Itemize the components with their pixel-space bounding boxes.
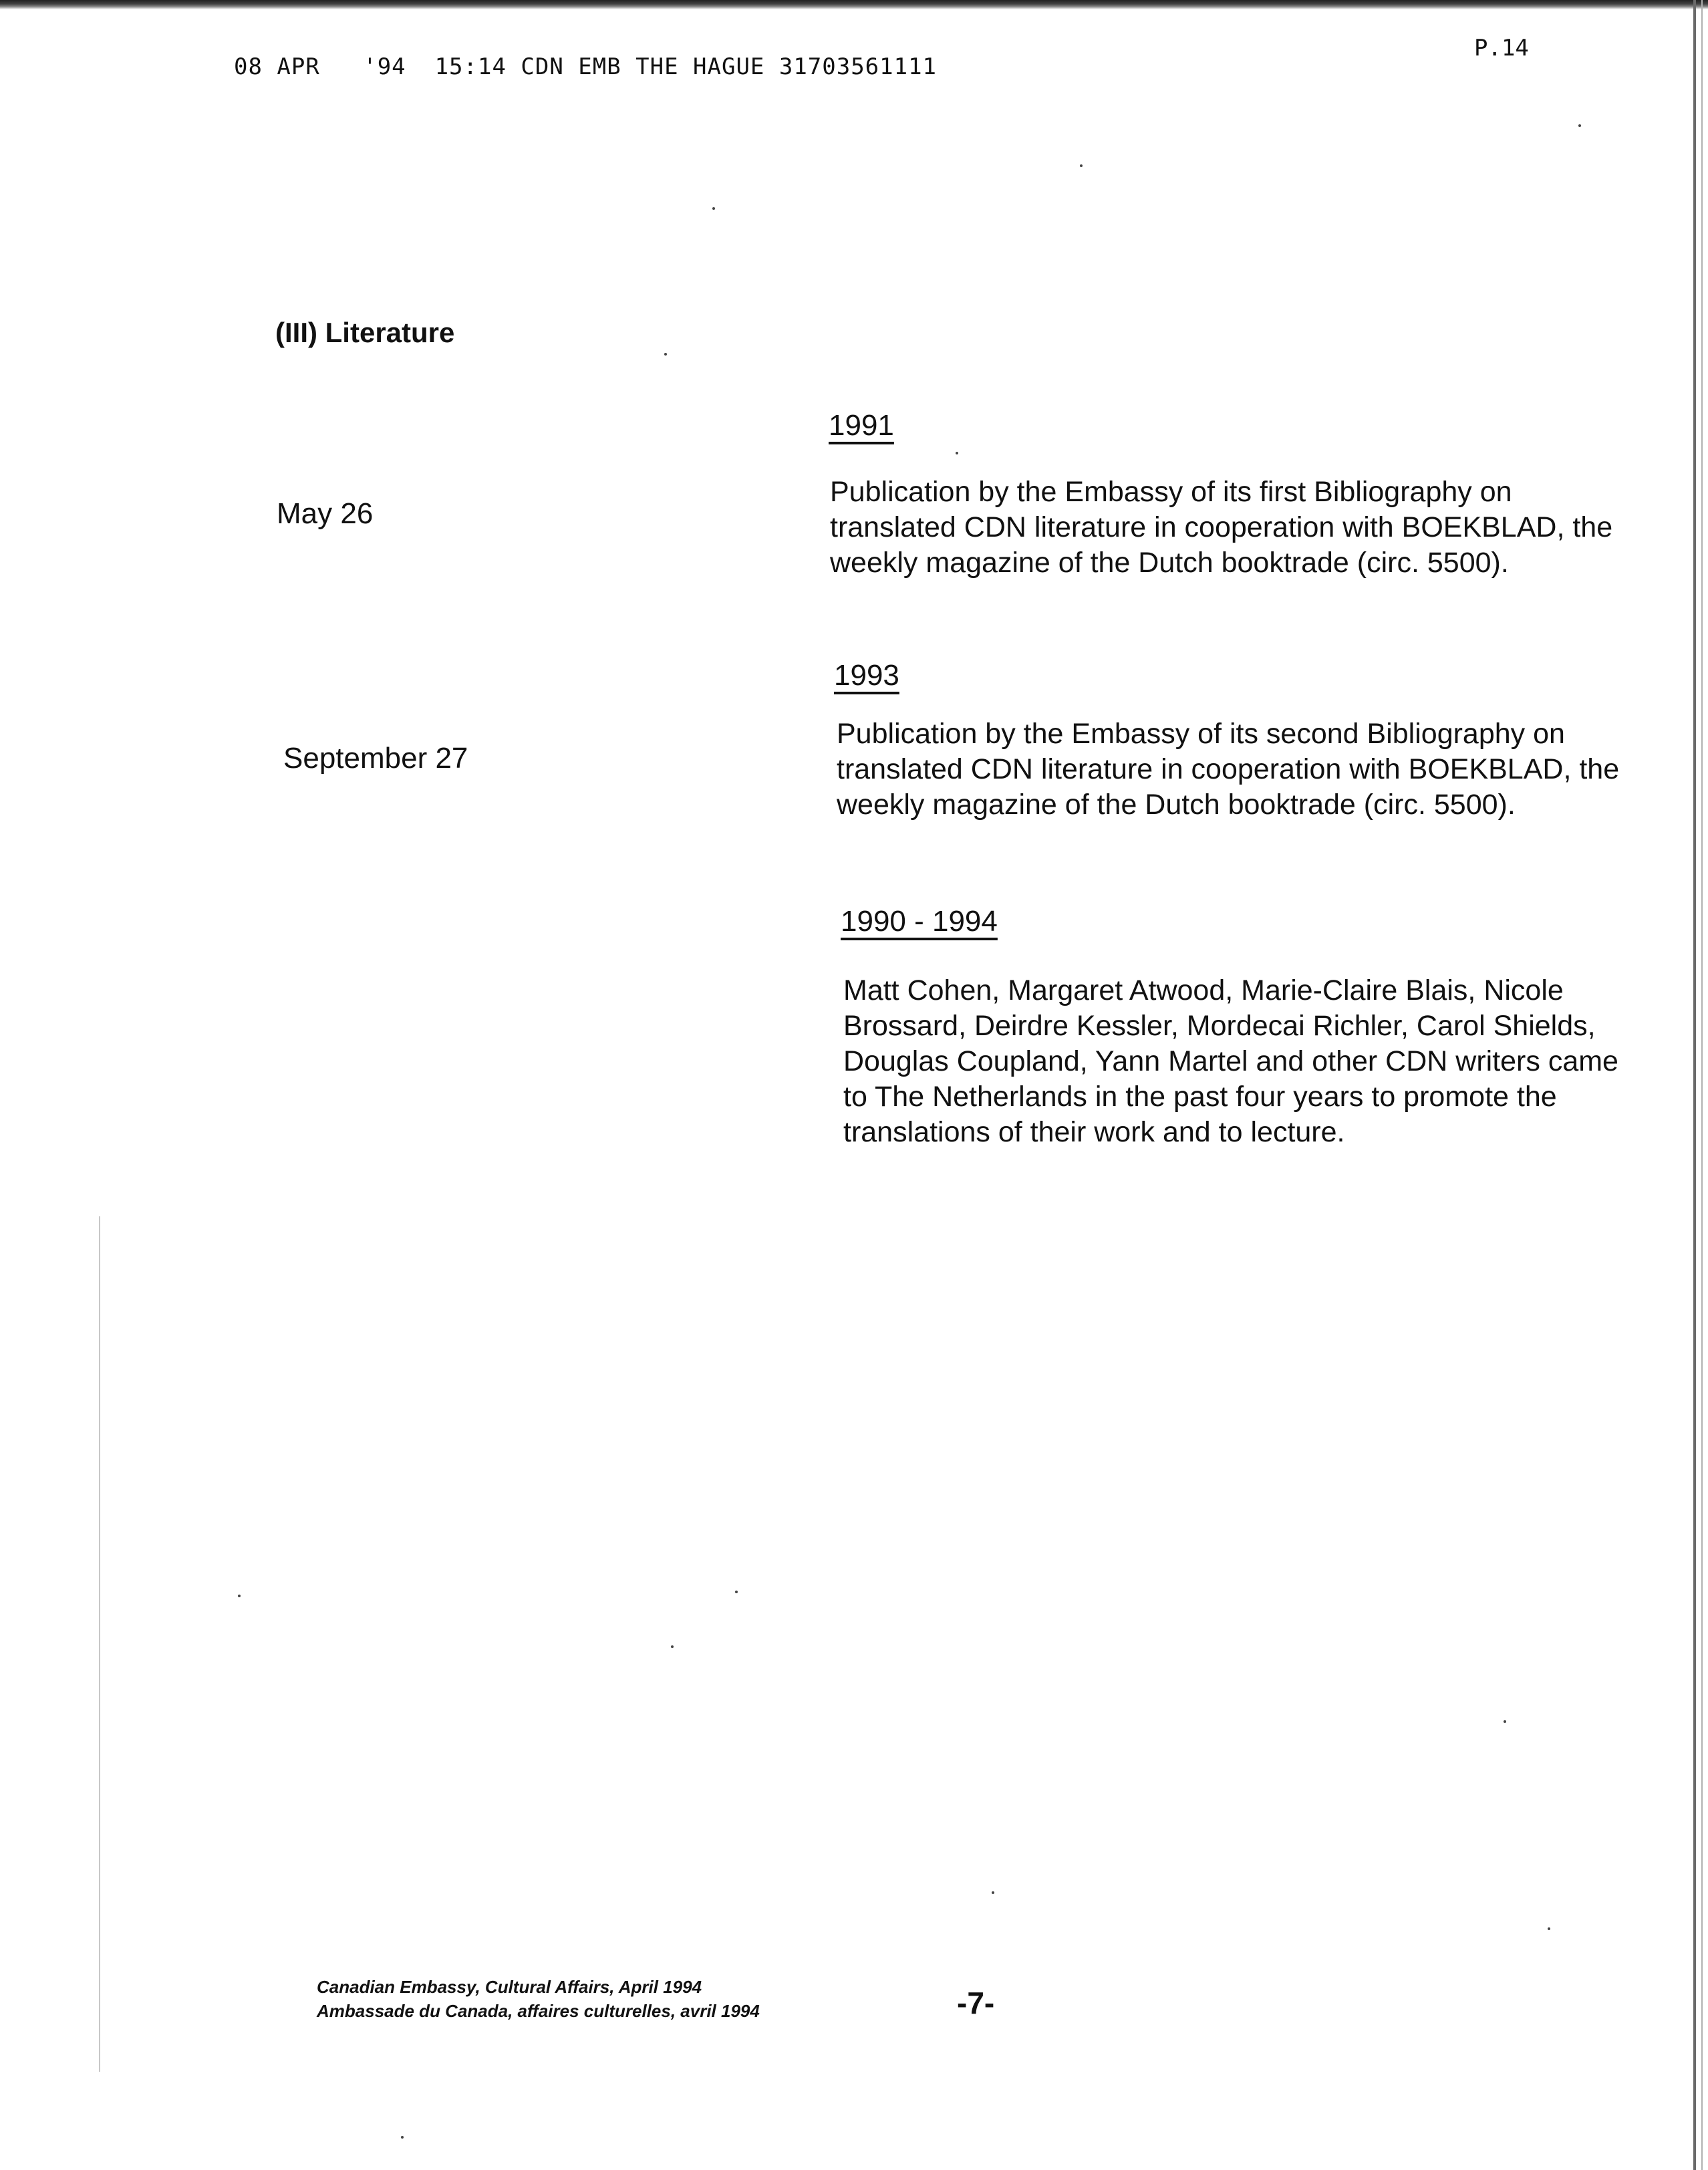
fax-scan-edge-left	[99, 1216, 100, 2072]
fax-scan-edge-top	[0, 0, 1708, 9]
scan-speck	[671, 1645, 674, 1648]
scan-speck	[1080, 164, 1083, 167]
scan-speck	[735, 1591, 738, 1593]
document-footer	[317, 1975, 760, 2023]
scan-speck	[712, 207, 715, 210]
entry-year-heading: 1990 - 1994	[841, 905, 998, 938]
entry-year-heading: 1991	[829, 409, 894, 442]
entry-description: Publication by the Embassy of its second Bibliography on translated CDN literature in cooperation with BOEKBLAD, the weekly magazine of the Dutch booktrade (circ. 5500).	[837, 718, 1620, 821]
entry-year-heading: 1993	[834, 659, 899, 692]
scan-speck	[992, 1891, 994, 1894]
section-title: (III) Literature	[275, 317, 455, 348]
entry-description: Matt Cohen, Margaret Atwood, Marie-Claire Blais, Nicole Brossard, Deirdre Kessler, Mordecai Richler, Carol Shields, Douglas Coupland, Yann Martel and other CDN writers came to The Netherlands in the past four years to promote the translations of their work and to lecture.	[843, 974, 1618, 1148]
scan-speck	[401, 2136, 404, 2139]
footer-line-english: Canadian Embassy, Cultural Affairs, April 1994	[317, 1977, 702, 1997]
entry-description: Publication by the Embassy of its first Bibliography on translated CDN literature in cooperation with BOEKBLAD, the weekly magazine of the Dutch booktrade (circ. 5500).	[830, 476, 1613, 579]
scan-speck	[664, 353, 667, 356]
fax-scan-edge-right	[1693, 0, 1696, 2170]
scan-speck	[1504, 1720, 1506, 1723]
scan-speck	[1578, 124, 1581, 127]
entry-date: September 27	[283, 742, 468, 775]
scan-speck	[1548, 1927, 1550, 1930]
fax-page-marker: P.14	[1474, 35, 1529, 61]
fax-scan-edge-right-faint	[1701, 0, 1703, 2170]
scan-speck	[956, 452, 958, 454]
entry-date: May 26	[277, 497, 374, 530]
scan-speck	[238, 1595, 241, 1597]
footer-line-french: Ambassade du Canada, affaires culturelles, avril 1994	[317, 2001, 760, 2021]
fax-transmission-header: 08 APR '94 15:14 CDN EMB THE HAGUE 31703561111	[234, 53, 938, 80]
footer-page-number: -7-	[957, 1986, 995, 2020]
